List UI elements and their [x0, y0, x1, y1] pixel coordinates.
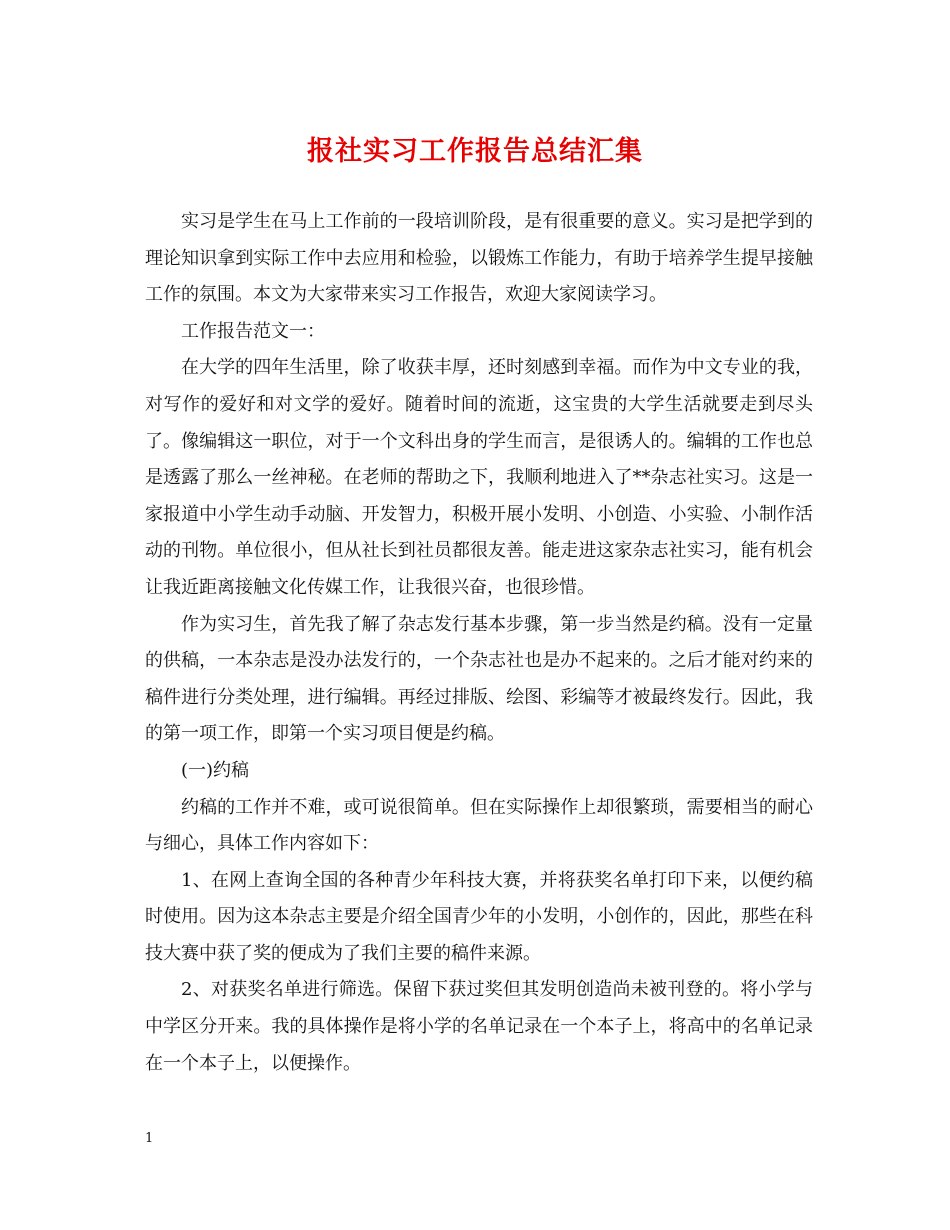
- document-title: 报社实习工作报告总结汇集: [307, 136, 643, 167]
- intro-paragraph: 实习是学生在马上工作前的一段培训阶段，是有很重要的意义。实习是把学到的理论知识拿到实际工作中去应用和检验，以锻炼工作能力，有助于培养学生提早接触工作的氛围。本文为大家带来实习工作报告，欢迎大家阅读学习。: [145, 211, 813, 306]
- document-body: [145, 204, 813, 1082]
- body-paragraph: 作为实习生，首先我了解了杂志发行基本步骤，第一步当然是约稿。没有一定量的供稿，一本杂志是没办法发行的，一个杂志社也是办不起来的。之后才能对约来的稿件进行分类处理，进行编辑。再经过排版、绘图、彩编等才被最终发行。因此，我的第一项工作，即第一个实习项目便是约稿。: [145, 613, 813, 745]
- list-item: 1、在网上查询全国的各种青少年科技大赛，并将获奖名单打印下来，以便约稿时使用。因为这本杂志主要是介绍全国青少年的小发明，小创作的，因此，那些在科技大赛中获了奖的便成为了我们主要的稿件来源。: [145, 869, 813, 964]
- section-heading-sample-one: 工作报告范文一：: [181, 320, 325, 342]
- body-paragraph: 约稿的工作并不难，或可说很简单。但在实际操作上却很繁琐，需要相当的耐心与细心，具体工作内容如下：: [145, 796, 813, 855]
- list-item: 2、对获奖名单进行筛选。保留下获过奖但其发明创造尚未被刊登的。将小学与中学区分开来。我的具体操作是将小学的名单记录在一个本子上，将高中的名单记录在一个本子上，以便操作。: [145, 979, 813, 1074]
- subsection-heading-solicitation: (一)约稿: [181, 759, 250, 781]
- page-number: 1: [145, 1131, 154, 1146]
- body-paragraph: 在大学的四年生活里，除了收获丰厚，还时刻感到幸福。而作为中文专业的我，对写作的爱好和对文学的爱好。随着时间的流逝，这宝贵的大学生活就要走到尽头了。像编辑这一职位，对于一个文科出身的学生而言，是很诱人的。编辑的工作也总是透露了那么一丝神秘。在老师的帮助之下，我顺利地进入了**杂志社实习。这是一家报道中小学生动手动脑、开发智力，积极开展小发明、小创造、小实验、小制作活动的刊物。单位很小，但从社长到社员都很友善。能走进这家杂志社实习，能有机会让我近距离接触文化传媒工作，让我很兴奋，也很珍惜。: [145, 357, 813, 598]
